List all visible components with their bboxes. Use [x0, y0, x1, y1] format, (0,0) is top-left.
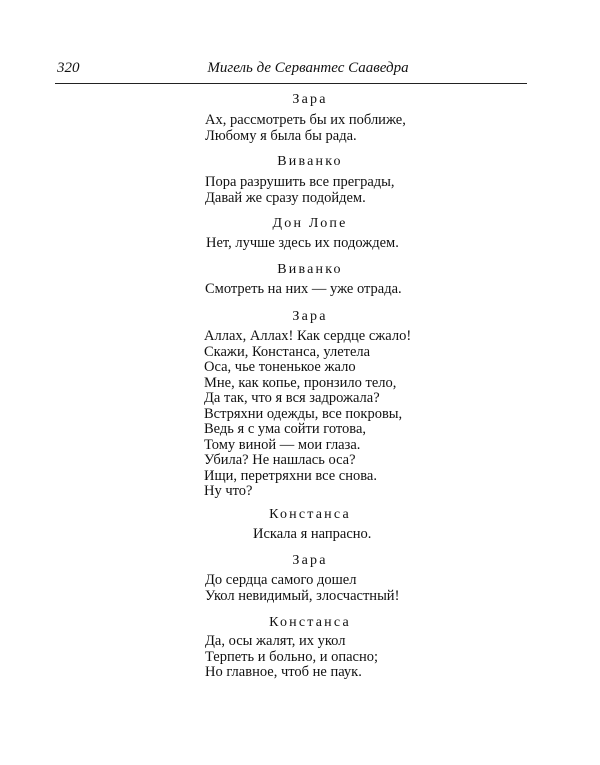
- verse-line: До сердца самого дошел: [205, 572, 357, 588]
- verse-block: [204, 329, 411, 500]
- verse-block: [205, 282, 402, 298]
- verse-line: Убила? Не нашлась оса?: [204, 452, 356, 468]
- verse-line: Да, осы жалят, их укол: [205, 633, 346, 649]
- verse-block: [205, 573, 399, 604]
- verse-line: Ищи, перетряхни все снова.: [204, 467, 377, 484]
- verse-line: Искала я напрасно.: [253, 526, 372, 542]
- speaker-name: Зара: [292, 309, 328, 324]
- verse-line: Но главное, чтоб не паук.: [205, 664, 362, 680]
- verse-line: Ну что?: [204, 483, 253, 499]
- verse-line: Терпеть и больно, и опасно;: [205, 648, 378, 665]
- page-header: [55, 58, 527, 82]
- speaker-name: Виванко: [277, 262, 343, 277]
- verse-block: [205, 113, 406, 144]
- verse-line: Да так, что я вся задрожала?: [204, 390, 380, 406]
- speaker-name: Констанса: [269, 507, 351, 522]
- speaker-name: Зара: [292, 553, 328, 568]
- verse-block: [253, 527, 371, 543]
- verse-line: Скажи, Констанса, улетела: [204, 343, 371, 360]
- verse-line: Ведь я с ума сойти готова,: [204, 421, 367, 437]
- speaker-name: Зара: [292, 92, 328, 107]
- verse-line: Мне, как копье, пронзило тело,: [204, 374, 397, 391]
- verse-line: Тому виной — мои глаза.: [204, 436, 361, 453]
- verse-block: [205, 175, 395, 206]
- verse-line: Оса, чье тоненькое жало: [204, 359, 356, 375]
- verse-line: Ах, рассмотреть бы их поближе,: [205, 112, 406, 128]
- speaker-name: Констанса: [269, 615, 351, 630]
- verse-line: Аллах, Аллах! Как сердце сжало!: [204, 328, 412, 344]
- verse-line: Нет, лучше здесь их подождем.: [206, 235, 399, 251]
- running-title: Мигель де Сервантес Сааведра: [207, 60, 409, 76]
- header-rule: [55, 83, 527, 84]
- verse-line: Укол невидимый, злосчастный!: [205, 587, 400, 604]
- page-number: 320: [57, 60, 80, 76]
- verse-line: Смотреть на них — уже отрада.: [205, 281, 402, 297]
- verse-block: [205, 634, 378, 681]
- speaker-name: Виванко: [277, 154, 343, 169]
- speaker-name: Дон Лопе: [272, 216, 348, 231]
- verse-line: Пора разрушить все преграды,: [205, 174, 395, 190]
- verse-line: Встряхни одежды, все покровы,: [204, 405, 403, 422]
- verse-line: Любому я была бы рада.: [205, 127, 357, 144]
- verse-block: [206, 236, 399, 252]
- verse-line: Давай же сразу подойдем.: [205, 189, 366, 206]
